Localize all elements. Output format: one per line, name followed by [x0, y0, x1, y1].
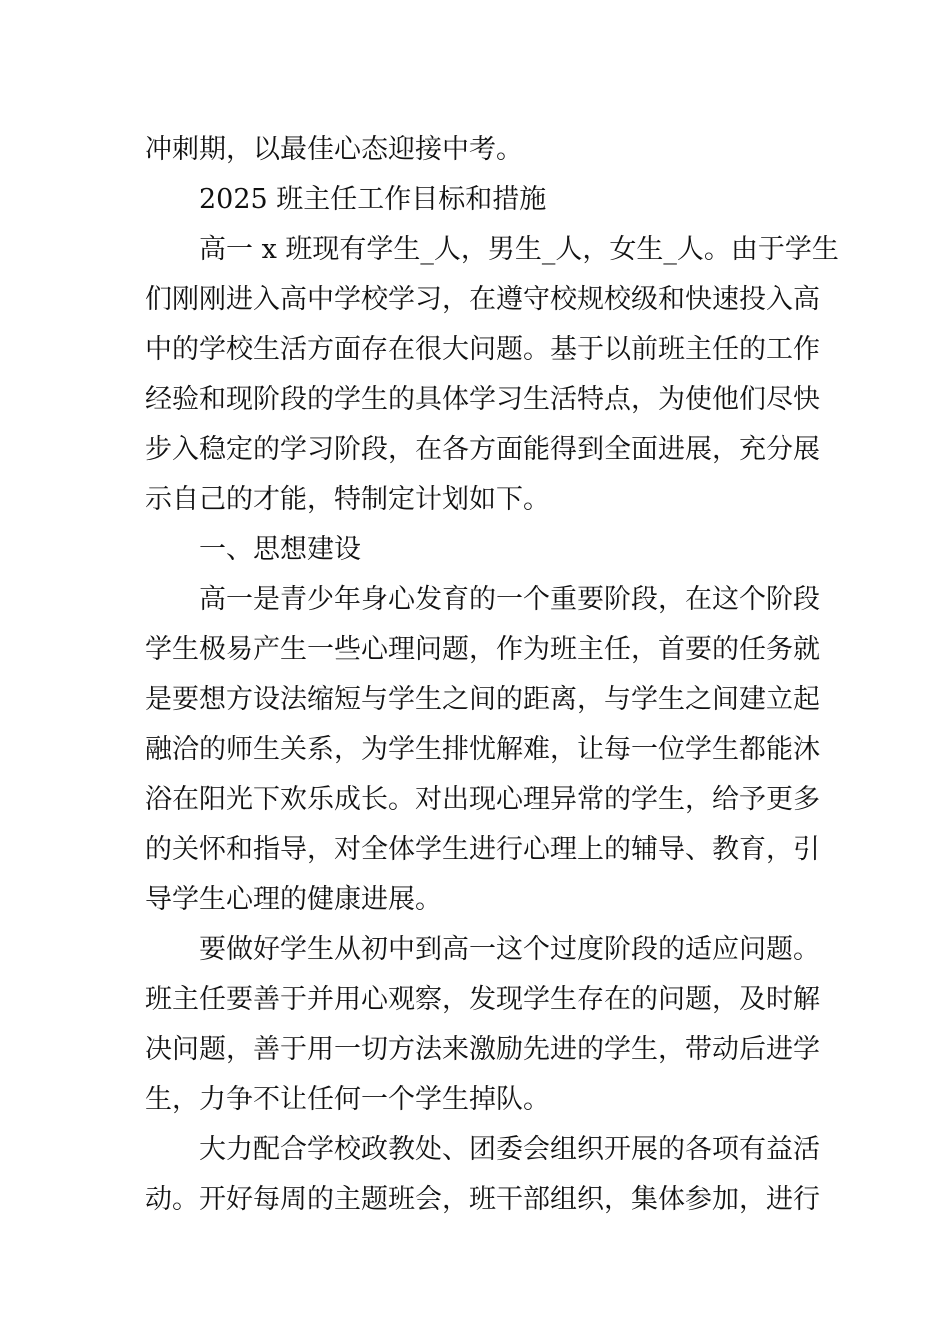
- paragraph-line: 班主任要善于并用心观察，发现学生存在的问题，及时解: [145, 984, 820, 1015]
- paragraph-line: 步入稳定的学习阶段，在各方面能得到全面进展，充分展: [145, 434, 820, 465]
- paragraph-line: 浴在阳光下欢乐成长。对出现心理异常的学生，给予更多: [145, 784, 820, 815]
- paragraph-line: 大力配合学校政教处、团委会组织开展的各项有益活: [199, 1134, 820, 1165]
- paragraph-line: 高一是青少年身心发育的一个重要阶段，在这个阶段: [199, 584, 820, 615]
- paragraph-line: 决问题，善于用一切方法来激励先进的学生，带动后进学: [145, 1034, 820, 1065]
- paragraph-line: 要做好学生从初中到高一这个过度阶段的适应问题。: [199, 934, 820, 965]
- paragraph-line: 融洽的师生关系，为学生排忧解难，让每一位学生都能沐: [145, 734, 820, 765]
- section-heading: 一、思想建设: [199, 534, 361, 565]
- paragraph-line: 导学生心理的健康进展。: [145, 884, 442, 915]
- paragraph-line: 中的学校生活方面存在很大问题。基于以前班主任的工作: [145, 334, 820, 365]
- paragraph-line: 高一 x 班现有学生_人，男生_人，女生_人。由于学生: [199, 234, 839, 265]
- paragraph-line: 的关怀和指导，对全体学生进行心理上的辅导、教育，引: [145, 834, 820, 865]
- section-title: 2025 班主任工作目标和措施: [199, 184, 547, 215]
- paragraph-line: 示自己的才能，特制定计划如下。: [145, 484, 550, 515]
- paragraph-line: 是要想方设法缩短与学生之间的距离，与学生之间建立起: [145, 684, 820, 715]
- paragraph-line: 经验和现阶段的学生的具体学习生活特点，为使他们尽快: [145, 384, 820, 415]
- paragraph-line: 动。开好每周的主题班会，班干部组织，集体参加，进行: [145, 1184, 820, 1215]
- paragraph-line: 生，力争不让任何一个学生掉队。: [145, 1084, 550, 1115]
- paragraph-line: 们刚刚进入高中学校学习，在遵守校规校级和快速投入高: [145, 284, 820, 315]
- paragraph-line: 学生极易产生一些心理问题，作为班主任，首要的任务就: [145, 634, 820, 665]
- paragraph-line: 冲刺期，以最佳心态迎接中考。: [145, 134, 523, 165]
